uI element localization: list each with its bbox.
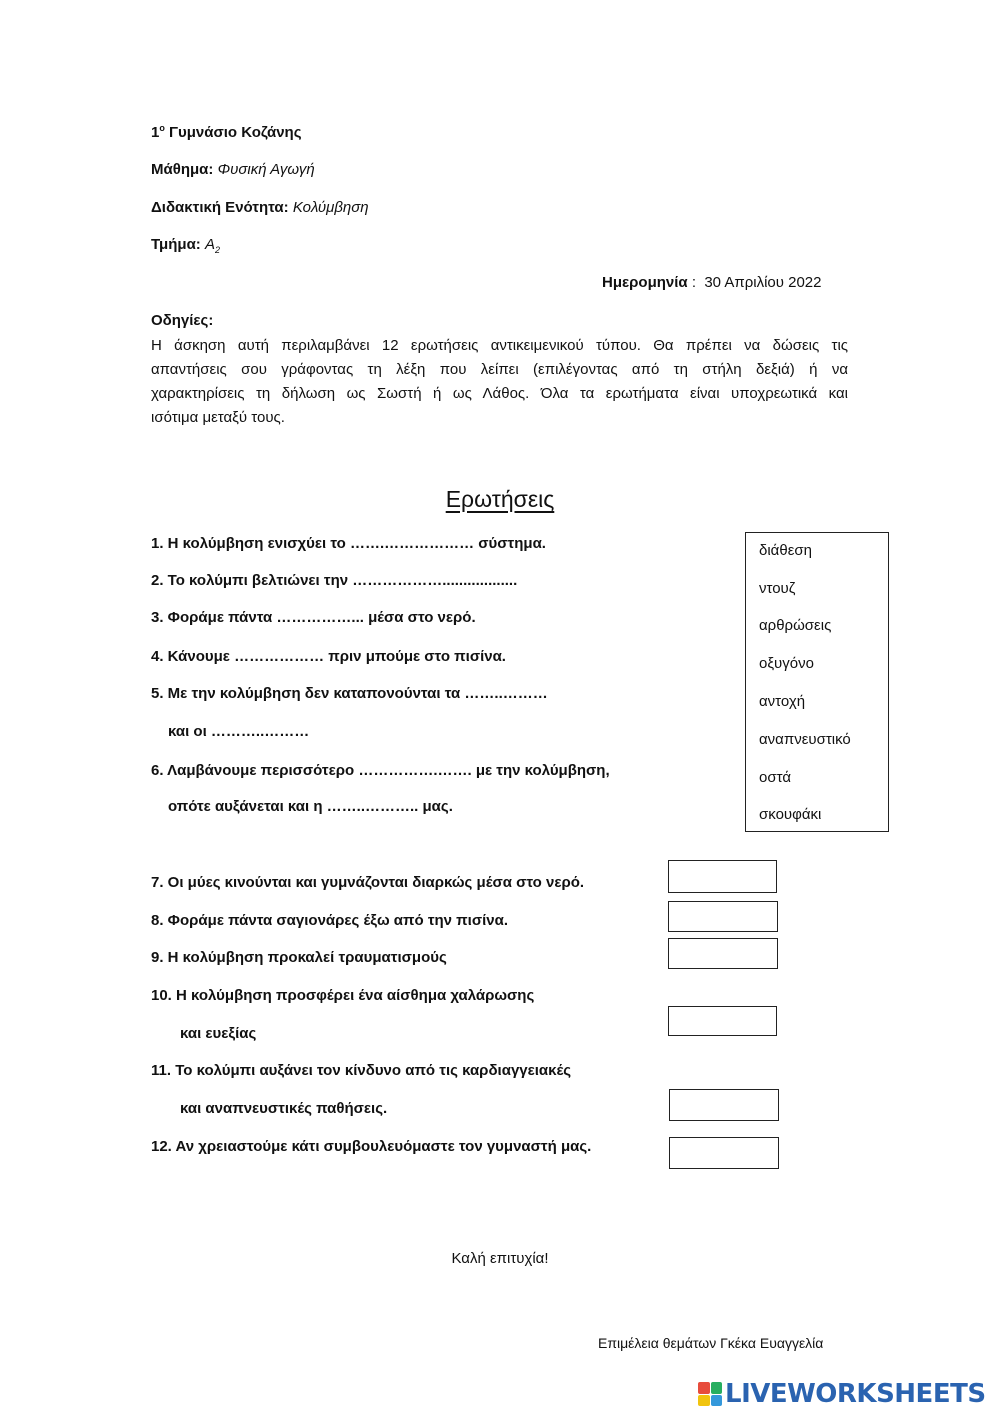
date-line: Ημερομηνία : 30 Απριλίου 2022 (602, 274, 822, 291)
question-2: 2. Το κολύμπι βελτιώνει την ……………….................. (151, 572, 518, 589)
instructions-line: χαρακτηρίσεις τη δήλωση ως Σωστή ή ως Λάθος. Όλα τα ερωτήματα είναι υποχρεωτικά και (151, 385, 848, 402)
instructions-line: ισότιμα μεταξύ τους. (151, 409, 285, 426)
question-9: 9. Η κολύμβηση προκαλεί τραυματισμούς (151, 949, 447, 966)
questions-heading: Ερωτήσεις (445, 486, 555, 512)
word-bank-item: διάθεση (759, 542, 812, 559)
credit-text: Επιμέλεια θεμάτων Γκέκα Ευαγγελία (598, 1335, 824, 1351)
question-1: 1. Η κολύμβηση ενισχύει το …….……………… σύστημα. (151, 535, 546, 552)
answer-box-11[interactable] (669, 1089, 779, 1121)
word-bank-item: αρθρώσεις (759, 617, 832, 634)
question-6: 6. Λαμβάνουμε περισσότερο …………….……. με την κολύμβηση, (151, 762, 610, 779)
good-luck-text: Καλή επιτυχία! (451, 1250, 549, 1267)
answer-box-10[interactable] (668, 1006, 777, 1036)
instructions-line: Η άσκηση αυτή περιλαμβάνει 12 ερωτήσεις αντικειμενικού τύπου. Θα πρέπει να δώσεις τις (151, 337, 848, 354)
question-7: 7. Οι μύες κινούνται και γυμνάζονται διαρκώς μέσα στο νερό. (151, 874, 585, 891)
word-bank-item: ντουζ (759, 580, 796, 597)
question-5: 5. Με την κολύμβηση δεν καταπονούνται τα ……..……… (151, 685, 548, 702)
question-8: 8. Φοράμε πάντα σαγιονάρες έξω από την πισίνα. (151, 912, 508, 929)
brand-name: LIVEWORKSHEETS (725, 1379, 986, 1409)
question-6-continued: οπότε αυξάνεται και η ……..……….. μας. (168, 798, 453, 815)
instructions-title: Οδηγίες: (151, 312, 214, 329)
word-bank-item: αντοχή (759, 693, 806, 710)
word-bank-item: οστά (759, 769, 791, 786)
question-11-continued: και αναπνευστικές παθήσεις. (180, 1100, 388, 1117)
word-bank-item: σκουφάκι (759, 806, 822, 823)
answer-box-12[interactable] (669, 1137, 779, 1169)
question-12: 12. Αν χρειαστούμε κάτι συμβουλευόμαστε τον γυμναστή μας. (151, 1138, 592, 1155)
school-name: $1^o$ Γυμνάσιο Κοζάνης (151, 123, 302, 141)
liveworksheets-logo-icon (698, 1382, 722, 1406)
answer-box-9[interactable] (668, 938, 778, 969)
unit-line: Διδακτική Ενότητα: Κολύμβηση (151, 199, 369, 216)
word-bank-item: αναπνευστικό (759, 731, 851, 748)
answer-box-7[interactable] (668, 860, 777, 893)
question-5-continued: και οι ………..……… (168, 723, 310, 740)
instructions-line: απαντήσεις σου γράφοντας τη λέξη που λείπει (επιλέγοντας από τη στήλη δεξιά) ή να (151, 361, 848, 378)
word-bank-item: οξυγόνο (759, 655, 814, 672)
question-11: 11. Το κολύμπι αυξάνει τον κίνδυνο από τις καρδιαγγειακές (151, 1062, 572, 1079)
question-3: 3. Φοράμε πάντα ……………... μέσα στο νερό. (151, 609, 476, 626)
question-10: 10. Η κολύμβηση προσφέρει ένα αίσθημα χαλάρωσης (151, 987, 535, 1004)
class-line: Τμήμα: $A_2$ (151, 236, 220, 255)
answer-box-8[interactable] (668, 901, 778, 932)
word-bank (745, 532, 889, 832)
subject-line: Μάθημα: Φυσική Αγωγή (151, 161, 315, 178)
liveworksheets-logo (698, 1380, 986, 1408)
question-4: 4. Κάνουμε ……………… πριν μπούμε στο πισίνα. (151, 648, 506, 665)
question-10-continued: και ευεξίας (180, 1025, 257, 1042)
